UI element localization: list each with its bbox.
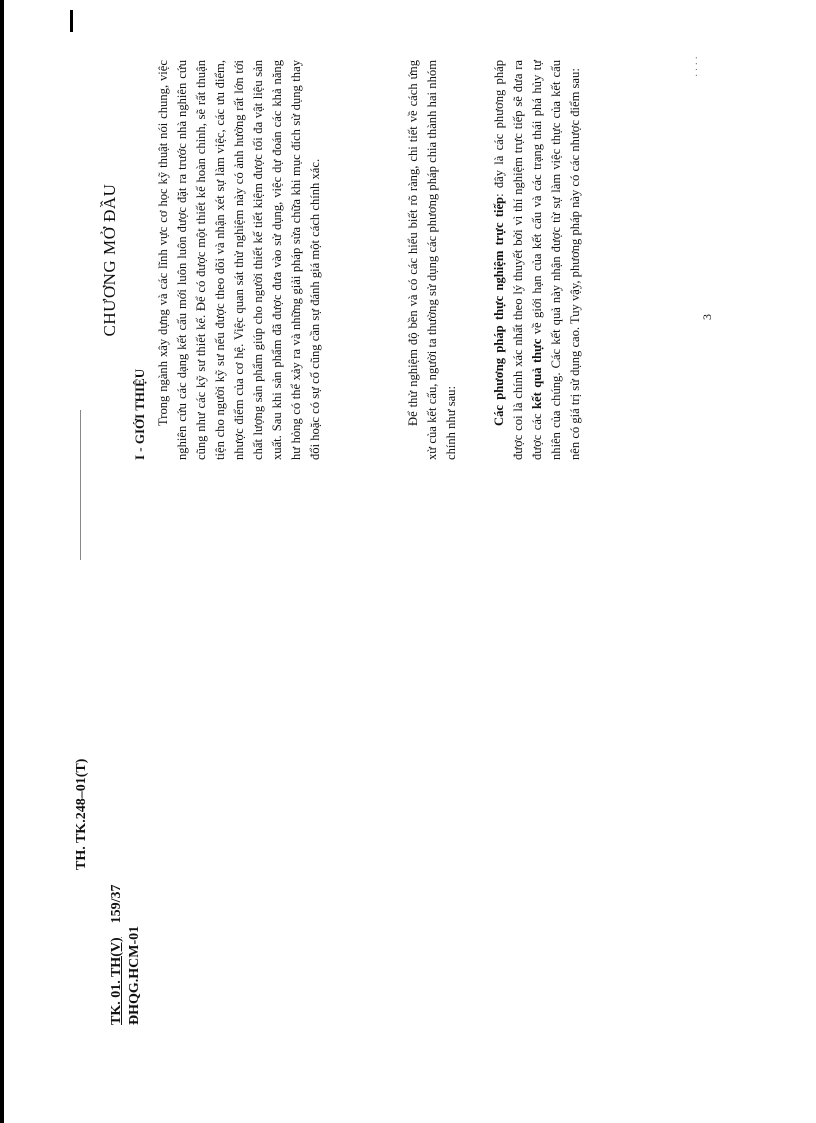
header-left-row1 — [108, 884, 126, 1025]
scan-dots: · · · · — [692, 56, 703, 77]
direct-methods-term: Các phương pháp thực nghiệm trực tiếp — [492, 196, 506, 426]
page-title: CHƯƠNG MỞ ĐẦU — [100, 183, 119, 337]
page-left-border — [0, 0, 4, 1123]
scan-mark — [70, 10, 73, 32]
page-number: 3 — [700, 314, 714, 320]
real-results-term: kết quả thực — [530, 338, 544, 409]
header-code-underlined: TK. 01. TH(V) — [109, 937, 124, 1025]
direct-methods-text-b: về giới hạn của kết cấu và các trạng thái phá hủy tự nhiên của chúng. Các kết quả này nhận được từ sự làm việc thực của kết cấu nên có giá trị sử dụng cao. Tuy vậy, phương pháp này có các nhược điểm sau: — [530, 60, 582, 460]
header-rule — [80, 410, 81, 560]
header-left-block — [108, 884, 144, 1025]
paragraph-methods-text: Để thử nghiệm độ bền và có các hiểu biết rõ ràng, chi tiết về cách ứng xử của kết cấu, người ta thường sử dụng các phương pháp chia thành hai nhóm chính như sau: — [406, 60, 458, 460]
paragraph-intro-text: Trong ngành xây dựng và các lĩnh vực cơ học kỹ thuật nói chung, việc nghiên cứu các dạng kết cấu mới luôn luôn được đặt ra trước nhà nghiên cứu cũng như các kỹ sư thiết kế. Để có được một thiết kế hoàn chỉnh, sẽ rất thuận tiện cho người kỹ sư nếu được theo dõi và nhận xét sự làm việc, các ưu điểm, nhược điểm của cơ hệ. Việc quan sát thử nghiệm này có ảnh hưởng rất lớn tới chất lượng sản phẩm giúp cho người thiết kế tiết kiệm được tối đa vật liệu sản xuất. Sau khi sản phẩm đã được đưa vào sử dụng, việc dự đoán các khả năng hư hỏng có thể xảy ra và những giải pháp sửa chữa khi mục đích sử dụng thay đổi hoặc có sự cố cũng cần sự đánh giá một cách chính xác. — [156, 60, 322, 460]
section-heading: I - GIỚI THIỆU — [132, 368, 147, 460]
rotated-page — [40, 50, 760, 1080]
header-center-code: TH. TK.248–01(T) — [74, 758, 89, 870]
paragraph-intro — [154, 60, 325, 460]
paragraph-methods — [404, 60, 461, 460]
direct-methods-text-a: : đây là các phương pháp được coi là chính xác nhất theo lý thuyết bởi vì thí nghiệm trực tiếp sẽ đưa ra được các — [492, 59, 544, 460]
header-number: 159/37 — [109, 884, 124, 924]
paragraph-direct-methods — [490, 60, 585, 460]
header-institution: ĐHQG.HCM-01 — [127, 925, 142, 1025]
